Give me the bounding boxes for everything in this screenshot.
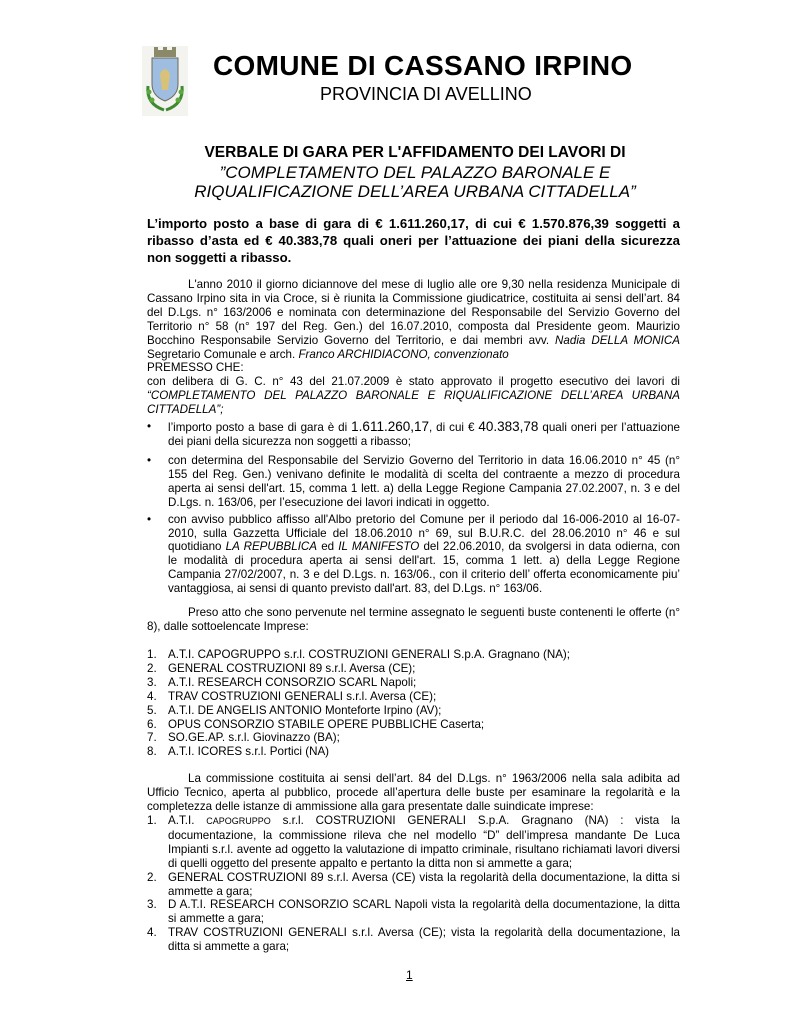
esito1-text-b: s.r.l. COSTRUZIONI GENERALI S.p.A. Gragnano (NA) : vista la documentazione, la commissione rileva che nel modello “D” dell’impresa mandante De Luca Impianti s.r.l. avente ad oggetto la valutazione di impatto criminale, risultano richiamati lavori diversi di quelli oggetto del presente appalto e pertanto la ditta non si ammette a gara; bbox=[168, 814, 680, 870]
bullet1-amount2: 40.383,78 bbox=[478, 419, 539, 434]
esito3-text: D A.T.I. RESEARCH CONSORZIO SCARL Napoli vista la regolarità della documentazione, la ditta si ammette a gara; bbox=[168, 898, 680, 926]
list-item bbox=[147, 704, 680, 718]
impresa-text: A.T.I. CAPOGRUPPO s.r.l. COSTRUZIONI GENERALI S.p.A. Gragnano (NA); bbox=[168, 648, 571, 661]
bullet1-text-a: l’importo posto a base di gara è di bbox=[168, 421, 348, 434]
list-item bbox=[147, 690, 680, 704]
list-number: 2. bbox=[147, 661, 157, 675]
list-number: 1. bbox=[147, 814, 157, 827]
commissione-paragraph: La commissione costituita ai sensi dell’art. 84 del D.Lgs. n° 1963/2006 nella sala adibita ad Ufficio Tecnico, aperta al pubblico, procede all’apertura delle buste per esaminare la regolarità e la completezza delle istanze di ammissione alla gara presentate dalle suindicate imprese: bbox=[147, 772, 680, 813]
bullet3-paper2: IL MANIFESTO bbox=[338, 540, 420, 554]
intro-paragraph bbox=[147, 278, 680, 361]
list-item bbox=[147, 454, 680, 510]
esito2-text: GENERAL COSTRUZIONI 89 s.r.l. Aversa (CE) vista la regolarità della documentazione, la ditta si ammette a gara; bbox=[168, 870, 680, 898]
intro-part2: Segretario Comunale e arch. bbox=[147, 347, 296, 361]
importo-text: L’importo posto a base di gara di € 1.611.260,17, di cui € 1.570.876,39 soggetti a ribasso d’asta ed € 40.383,78 quali oneri per l’attuazione dei piani della sicurezza non soggetti a ribasso. bbox=[147, 216, 680, 265]
impresa-text: SO.GE.AP. s.r.l. Giovinazzo (BA); bbox=[168, 731, 340, 745]
intro-part1: L'anno 2010 il giorno diciannove del mese di luglio alle ore 9,30 nella residenza Municipale di Cassano Irpino sita in via Croce, si è riunita la Commissione giudicatrice, costituita ai sensi dell’art. 84 del D.Lgs. n° 163/2006 e nominata con determinazione del Responsabile del Servizio Governo del Territorio n° 58 (n° 197 del Reg. Gen.) del 16.07.2010, composta dal Presidente geom. Maurizio Bocchino Responsabile Servizio Governo del Territorio, e dai membri avv. bbox=[147, 278, 680, 347]
imprese-list bbox=[147, 648, 680, 759]
list-number: 8. bbox=[147, 745, 157, 759]
verbale-heading-line3: RIQUALIFICAZIONE DELL’AREA URBANA CITTADELLA” bbox=[194, 182, 636, 201]
bullet3-text-b: del 22.06.2010, da svolgersi in data odierna, con le modalità di procedura aperta ai sensi dell'art. 15, comma 1 lett. a) della Legge Regione Campania 27/02/2007, n. 3 e del D.Lgs. n. 163/06., con il criterio dell’ offerta economicamente piu’ vantaggiosa, ai sensi di quanto previsto dall'art. 83, del D.Lgs. n° 163/06. bbox=[168, 540, 680, 596]
delibera-paragraph bbox=[147, 375, 680, 417]
premesso-label: PREMESSO CHE: bbox=[147, 361, 244, 375]
intro-block bbox=[147, 278, 680, 417]
bullet3-text-a: con avviso pubblico affisso all'Albo pretorio del Comune per il periodo dal 16-006-2010 al 16-07-2010, sulla Gazzetta Ufficiale del 18.06.2010 n° 69, sul B.U.R.C. del 28.06.2010 n° 46 e sul quotidiano bbox=[168, 512, 680, 554]
impresa-text: A.T.I. DE ANGELIS ANTONIO Monteforte Irpino (AV); bbox=[168, 703, 442, 717]
list-item bbox=[147, 718, 680, 732]
list-number: 7. bbox=[147, 731, 157, 745]
list-item bbox=[147, 513, 680, 596]
list-number: 5. bbox=[147, 703, 157, 717]
impresa-text: A.T.I. ICORES s.r.l. Portici (NA) bbox=[168, 745, 330, 759]
esito4-text: TRAV COSTRUZIONI GENERALI s.r.l. Aversa (CE); vista la regolarità della documentazione, la ditta si ammette a gara; bbox=[168, 926, 680, 954]
bullet-icon: • bbox=[147, 420, 152, 433]
list-item bbox=[147, 662, 680, 676]
list-item bbox=[147, 871, 680, 899]
bullet-list bbox=[147, 420, 680, 449]
document-subtitle: PROVINCIA DI AVELLINO bbox=[320, 84, 532, 104]
list-number: 2. bbox=[147, 870, 157, 884]
list-item bbox=[147, 898, 680, 926]
verbale-heading-line2: ”COMPLETAMENTO DEL PALAZZO BARONALE E bbox=[219, 163, 611, 182]
list-number: 1. bbox=[147, 648, 157, 661]
importo-summary bbox=[147, 215, 680, 266]
list-number: 3. bbox=[147, 898, 157, 912]
list-item bbox=[147, 676, 680, 690]
document-title: COMUNE DI CASSANO IRPINO bbox=[213, 50, 633, 81]
esiti-list bbox=[147, 814, 680, 954]
list-number: 4. bbox=[147, 689, 157, 703]
list-item bbox=[147, 745, 680, 759]
preso-atto-block bbox=[147, 606, 680, 634]
bullet1-amount1: 1.611.260,17 bbox=[351, 419, 429, 434]
impresa-text: TRAV COSTRUZIONI GENERALI s.r.l. Aversa (CE); bbox=[168, 689, 437, 703]
bullet-icon: • bbox=[147, 512, 152, 526]
esito1-text-a: A.T.I. bbox=[168, 814, 195, 827]
list-number: 4. bbox=[147, 926, 157, 940]
impresa-text: A.T.I. RESEARCH CONSORZIO SCARL Napoli; bbox=[168, 675, 417, 689]
bullet3-paper1: LA REPUBBLICA bbox=[225, 540, 318, 554]
delibera-text: con delibera di G. C. n° 43 del 21.07.2009 è stato approvato il progetto esecutivo dei lavori di bbox=[147, 375, 680, 389]
list-item bbox=[147, 926, 680, 954]
list-item bbox=[147, 814, 680, 871]
intro-name1: Nadia DELLA MONICA bbox=[555, 333, 680, 347]
impresa-text: OPUS CONSORZIO STABILE OPERE PUBBLICHE Caserta; bbox=[168, 717, 485, 731]
list-number: 6. bbox=[147, 717, 157, 731]
list-item bbox=[147, 420, 680, 449]
intro-name2: Franco ARCHIDIACONO, convenzionato bbox=[298, 347, 509, 361]
bullet2-text: con determina del Responsabile del Servizio Governo del Territorio in data 16.06.2010 n° 45 (n° 155 del Reg. Gen.) venivano definite le modalità di scelta del contraente a mezzo di procedura aperta ai sensi dell'art. 15, comma 1 lett. a) della Legge Regione Campania 27.02.2007, n. 3 e del D.Lgs. n. 163/06, per l’esecuzione dei lavori indicati in oggetto. bbox=[168, 454, 680, 509]
esito1-caps: CAPOGRUPPO bbox=[206, 816, 271, 826]
commissione-block bbox=[147, 772, 680, 814]
verbale-heading: VERBALE DI GARA PER L'AFFIDAMENTO DEI LAVORI DI bbox=[204, 144, 626, 161]
delibera-italic: “COMPLETAMENTO DEL PALAZZO BARONALE E RIQUALIFICAZIONE DELL’AREA URBANA CITTADELLA”; bbox=[147, 389, 680, 417]
page-number: 1 bbox=[406, 968, 413, 982]
bullet3-ed: ed bbox=[321, 540, 335, 554]
preso-atto-paragraph: Preso atto che sono pervenute nel termine assegnato le seguenti buste contenenti le offerte (n° 8), dalle sottoelencate Imprese: bbox=[147, 606, 680, 633]
bullet1-text-c: quali oneri per l’attuazione dei piani della sicurezza non soggetti a ribasso; bbox=[168, 421, 680, 448]
municipal-crest-icon bbox=[142, 46, 188, 116]
list-item bbox=[147, 731, 680, 745]
bullet1-text-b: , di cui € bbox=[429, 421, 475, 434]
list-number: 3. bbox=[147, 675, 157, 689]
impresa-text: GENERAL COSTRUZIONI 89 s.r.l. Aversa (CE); bbox=[168, 661, 416, 675]
bullet-list-2 bbox=[147, 454, 680, 596]
list-item bbox=[147, 648, 680, 662]
bullet-icon: • bbox=[147, 454, 152, 467]
